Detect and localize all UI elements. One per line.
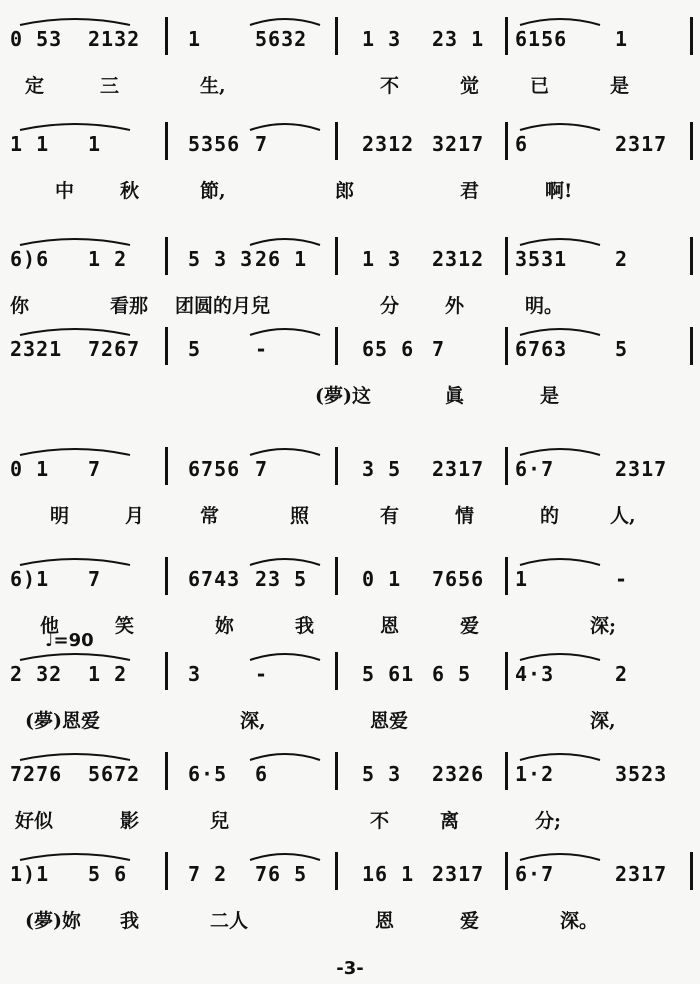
slur-arc — [250, 239, 320, 245]
lyric-text: 恩 — [380, 615, 400, 637]
lyric-text: 恩爱 — [370, 710, 409, 732]
barline — [335, 557, 338, 595]
lyric-text: 中 — [55, 180, 75, 202]
slur-arc — [520, 329, 600, 335]
note-group: 6156 — [515, 27, 568, 51]
note-group: 1 1 — [10, 132, 50, 156]
slur-arc — [20, 239, 130, 245]
barline — [335, 122, 338, 160]
lyric-text: 常 — [200, 505, 220, 527]
slur-arc — [20, 449, 130, 455]
slur-arc — [520, 654, 600, 660]
note-group: 7 — [255, 457, 269, 481]
lyric-text: 深, — [240, 710, 266, 732]
barline — [165, 17, 168, 55]
music-system — [0, 630, 700, 750]
slur-arc — [250, 559, 320, 565]
slur-marks — [0, 555, 700, 595]
slur-marks — [0, 120, 700, 160]
lyric-text: 君 — [460, 180, 480, 202]
note-group: 1 3 — [362, 27, 402, 51]
lyric-text: 外 — [445, 295, 465, 317]
lyric-text: (夢)恩爱 — [25, 710, 100, 732]
barline — [335, 447, 338, 485]
barline — [505, 327, 508, 365]
note-group: 0 1 — [10, 457, 50, 481]
lyric-text: 影 — [120, 810, 140, 832]
note-group: 23 1 — [432, 27, 485, 51]
slur-arc — [20, 19, 130, 25]
slur-arc — [250, 19, 320, 25]
lyric-text: 兒 — [210, 810, 230, 832]
note-group: 2 — [615, 662, 629, 686]
notation-line — [0, 235, 700, 275]
note-group: 3523 — [615, 762, 668, 786]
note-group: 2132 — [88, 27, 141, 51]
note-group: 5356 — [188, 132, 241, 156]
slur-arc — [250, 329, 320, 335]
slur-arc — [520, 754, 600, 760]
lyric-text: 深。 — [560, 910, 599, 932]
note-group: 5 — [615, 337, 629, 361]
note-group: 5 3 3 — [188, 247, 254, 271]
lyric-text: 定 — [25, 75, 45, 97]
note-group: 1 — [88, 132, 102, 156]
lyric-text: 分 — [380, 295, 400, 317]
lyric-text: 我 — [295, 615, 315, 637]
barline — [690, 327, 693, 365]
lyric-text: 不 — [370, 810, 390, 832]
lyric-text: 郎 — [335, 180, 355, 202]
slur-arc — [520, 239, 600, 245]
lyric-text: 分; — [535, 810, 562, 832]
lyric-text: 爱 — [460, 615, 480, 637]
note-group: 1 2 — [88, 662, 128, 686]
lyric-text: 已 — [530, 75, 550, 97]
slur-arc — [520, 559, 600, 565]
note-group: 5672 — [88, 762, 141, 786]
note-group: - — [615, 567, 629, 591]
note-group: 2312 — [432, 247, 485, 271]
slur-arc — [20, 329, 130, 335]
lyric-text: (夢)这 — [315, 385, 371, 407]
slur-arc — [520, 854, 600, 860]
note-group: 65 6 — [362, 337, 415, 361]
note-group: 5 6 — [88, 862, 128, 886]
lyric-text: 爱 — [460, 910, 480, 932]
notation-line — [0, 850, 700, 890]
barline — [165, 447, 168, 485]
barline — [690, 122, 693, 160]
barline — [165, 752, 168, 790]
music-system — [0, 325, 700, 425]
lyric-text: 眞 — [445, 385, 465, 407]
note-group: 6763 — [515, 337, 568, 361]
note-group: 6 — [515, 132, 529, 156]
notation-line — [0, 120, 700, 160]
barline — [505, 237, 508, 275]
notation-line — [0, 555, 700, 595]
barline — [505, 652, 508, 690]
lyric-text: 節, — [200, 180, 226, 202]
note-group: 3 — [188, 662, 202, 686]
lyric-text: 好似 — [15, 810, 54, 832]
note-group: 7276 — [10, 762, 63, 786]
slur-arc — [250, 449, 320, 455]
music-system — [0, 120, 700, 220]
barline — [165, 852, 168, 890]
note-group: 76 5 — [255, 862, 308, 886]
note-group: 6)1 — [10, 567, 50, 591]
lyric-text: 情 — [455, 505, 475, 527]
note-group: 1 — [615, 27, 629, 51]
note-group: 2 32 — [10, 662, 63, 686]
slur-arc — [20, 654, 130, 660]
page-number: -3- — [336, 958, 364, 979]
barline — [165, 122, 168, 160]
slur-arc — [20, 854, 130, 860]
lyric-text: 明 — [50, 505, 70, 527]
slur-arc — [520, 449, 600, 455]
lyric-text: 照 — [290, 505, 310, 527]
lyric-text: 觉 — [460, 75, 480, 97]
note-group: 23 5 — [255, 567, 308, 591]
note-group: 4·3 — [515, 662, 555, 686]
note-group: 26 1 — [255, 247, 308, 271]
slur-arc — [250, 124, 320, 130]
lyric-text: (夢)妳 — [25, 910, 81, 932]
note-group: 5 61 — [362, 662, 415, 686]
slur-arc — [520, 19, 600, 25]
notation-line — [0, 750, 700, 790]
lyric-text: 妳 — [215, 615, 235, 637]
note-group: 6)6 — [10, 247, 50, 271]
lyric-text: 看那 — [110, 295, 149, 317]
lyric-text: 笑 — [115, 615, 135, 637]
lyric-text: 的 — [540, 505, 560, 527]
lyric-text: 离 — [440, 810, 460, 832]
note-group: 3 5 — [362, 457, 402, 481]
notation-line — [0, 15, 700, 55]
notation-line — [0, 445, 700, 485]
note-group: 2317 — [615, 132, 668, 156]
slur-arc — [20, 124, 130, 130]
notation-line — [0, 650, 700, 690]
lyric-text: 是 — [540, 385, 560, 407]
barline — [505, 557, 508, 595]
slur-arc — [250, 854, 320, 860]
note-group: 1)1 — [10, 862, 50, 886]
note-group: 6·7 — [515, 457, 555, 481]
lyric-text: 二人 — [210, 910, 249, 932]
barline — [335, 327, 338, 365]
note-group: 1 — [188, 27, 202, 51]
lyric-text: 深; — [590, 615, 617, 637]
lyric-text: 他 — [40, 615, 60, 637]
note-group: 1 3 — [362, 247, 402, 271]
lyric-text: 生, — [200, 75, 226, 97]
barline — [335, 852, 338, 890]
barline — [335, 652, 338, 690]
note-group: 3531 — [515, 247, 568, 271]
note-group: 7656 — [432, 567, 485, 591]
barline — [335, 17, 338, 55]
barline — [505, 17, 508, 55]
barline — [335, 237, 338, 275]
note-group: 0 53 — [10, 27, 63, 51]
note-group: 1 2 — [88, 247, 128, 271]
notation-line — [0, 325, 700, 365]
barline — [505, 752, 508, 790]
music-system — [0, 445, 700, 545]
slur-arc — [250, 754, 320, 760]
lyric-text: 恩 — [375, 910, 395, 932]
lyric-text: 人, — [610, 505, 636, 527]
barline — [165, 327, 168, 365]
note-group: - — [255, 662, 269, 686]
lyric-text: 团圆的月兒 — [175, 295, 271, 317]
lyric-text: 你 — [10, 295, 30, 317]
note-group: 6743 — [188, 567, 241, 591]
note-group: 7 — [432, 337, 446, 361]
note-group: 6 5 — [432, 662, 472, 686]
lyric-text: 深, — [590, 710, 616, 732]
music-system — [0, 15, 700, 115]
music-system — [0, 235, 700, 335]
note-group: 5632 — [255, 27, 308, 51]
lyric-text: 不 — [380, 75, 400, 97]
music-system — [0, 850, 700, 950]
note-group: 2326 — [432, 762, 485, 786]
slur-arc — [250, 654, 320, 660]
note-group: 2317 — [432, 457, 485, 481]
note-group: 2317 — [615, 862, 668, 886]
barline — [690, 852, 693, 890]
slur-marks — [0, 445, 700, 485]
note-group: 1 — [515, 567, 529, 591]
lyric-text: 是 — [610, 75, 630, 97]
note-group: 16 1 — [362, 862, 415, 886]
barline — [165, 237, 168, 275]
music-system — [0, 555, 700, 655]
lyric-text: 月 — [125, 505, 145, 527]
note-group: 6·7 — [515, 862, 555, 886]
note-group: 7 — [88, 457, 102, 481]
note-group: 2317 — [615, 457, 668, 481]
note-group: 3217 — [432, 132, 485, 156]
barline — [165, 652, 168, 690]
lyric-text: 啊! — [545, 180, 573, 202]
note-group: 2317 — [432, 862, 485, 886]
slur-arc — [20, 754, 130, 760]
barline — [505, 852, 508, 890]
lyric-text: 我 — [120, 910, 140, 932]
note-group: 2321 — [10, 337, 63, 361]
note-group: 7 — [88, 567, 102, 591]
lyric-text: 秋 — [120, 180, 140, 202]
note-group: - — [255, 337, 269, 361]
note-group: 5 — [188, 337, 202, 361]
note-group: 5 3 — [362, 762, 402, 786]
note-group: 2312 — [362, 132, 415, 156]
note-group: 6 — [255, 762, 269, 786]
barline — [505, 122, 508, 160]
note-group: 1·2 — [515, 762, 555, 786]
barline — [335, 752, 338, 790]
barline — [690, 237, 693, 275]
barline — [505, 447, 508, 485]
barline — [690, 17, 693, 55]
lyric-text: 有 — [380, 505, 400, 527]
note-group: 7267 — [88, 337, 141, 361]
lyric-text: 明。 — [525, 295, 564, 317]
lyric-text: 三 — [100, 75, 120, 97]
tempo-marking: ♩=90 — [45, 630, 94, 651]
slur-arc — [520, 124, 600, 130]
note-group: 0 1 — [362, 567, 402, 591]
note-group: 2 — [615, 247, 629, 271]
note-group: 6·5 — [188, 762, 228, 786]
music-system — [0, 750, 700, 850]
barline — [165, 557, 168, 595]
note-group: 6756 — [188, 457, 241, 481]
note-group: 7 — [255, 132, 269, 156]
note-group: 7 2 — [188, 862, 228, 886]
slur-arc — [20, 559, 130, 565]
